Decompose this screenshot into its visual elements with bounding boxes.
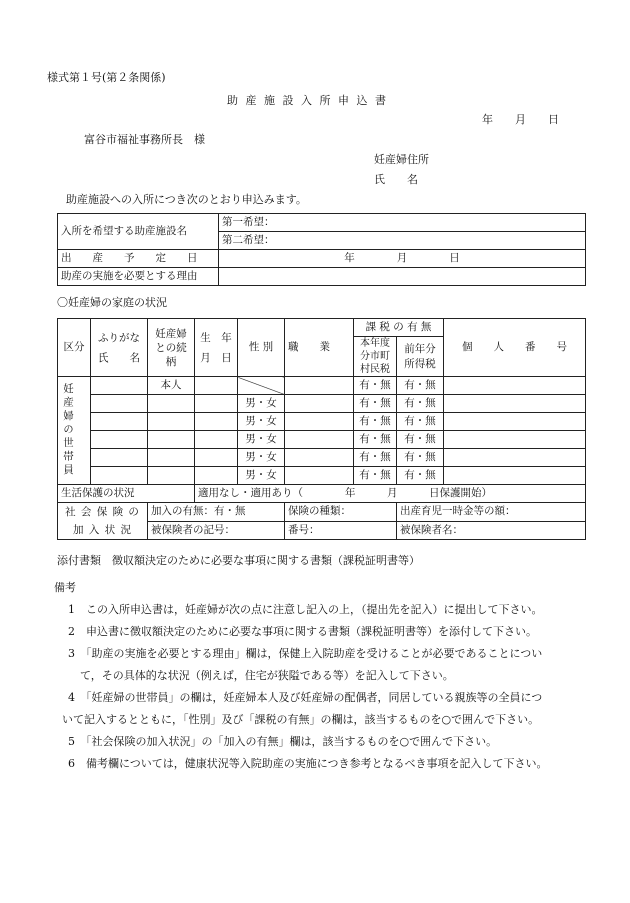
facility-table xyxy=(57,213,586,286)
birth-cell[interactable] xyxy=(195,449,238,467)
form-number: 様式第１号(第２条関係) xyxy=(47,71,166,84)
col-name: 氏 名 xyxy=(98,351,140,364)
relation-cell[interactable] xyxy=(148,467,195,485)
birth-cell[interactable] xyxy=(195,395,238,413)
col-relation: 妊産婦との続柄 xyxy=(148,319,195,377)
tax-income-option[interactable]: 有・無 xyxy=(397,449,444,467)
id-cell[interactable] xyxy=(444,377,586,395)
note-item: 5 「社会保険の加入状況」の「加入の有無」欄は，該当するものを○で囲んで下さい。 xyxy=(68,735,498,748)
job-cell[interactable] xyxy=(285,431,354,449)
household-side-label: 妊産婦の世帯員 xyxy=(58,377,91,485)
col-id: 個 人 番 号 xyxy=(444,319,586,377)
relation-cell[interactable] xyxy=(148,413,195,431)
birth-cell[interactable] xyxy=(195,413,238,431)
name-cell[interactable] xyxy=(91,449,148,467)
col-job: 職 業 xyxy=(285,319,354,377)
intro-text: 助産施設への入所につき次のとおり申込みます。 xyxy=(66,193,307,206)
sex-option[interactable]: 男・女 xyxy=(238,467,285,485)
table-row xyxy=(58,431,586,449)
relation-cell[interactable] xyxy=(148,395,195,413)
name-cell[interactable] xyxy=(91,467,148,485)
note-item: て，その具体的な状況（例えば，住宅が狭隘である等）を記入して下さい。 xyxy=(80,669,454,682)
col-furigana-name xyxy=(91,319,148,377)
insurance-enrolled-field[interactable]: 加入の有無：有・無 xyxy=(148,503,285,522)
tax-income-option[interactable]: 有・無 xyxy=(397,467,444,485)
tax-income-option[interactable]: 有・無 xyxy=(397,377,444,395)
tax-city-option[interactable]: 有・無 xyxy=(354,467,397,485)
attachments-line: 添付書類 徴収額決定のために必要な事項に関する書類（課税証明書等） xyxy=(57,554,420,567)
form-title: 助 産 施 設 入 所 申 込 書 xyxy=(227,94,388,107)
notes-heading: 備考 xyxy=(54,581,76,594)
applicant-name-label: 氏 名 xyxy=(374,173,418,186)
name-cell[interactable] xyxy=(91,431,148,449)
sex-diagonal xyxy=(238,377,285,395)
notes-section xyxy=(54,577,594,775)
tax-city-option[interactable]: 有・無 xyxy=(354,395,397,413)
addressee: 富谷市福祉事務所長 様 xyxy=(84,133,205,146)
due-date-field[interactable]: 年 月 日 xyxy=(219,250,586,268)
note-item: 6 備考欄については，健康状況等入院助産の実施につき参考となるべき事項を記入して下さい。 xyxy=(68,757,548,770)
insurance-label: 社 会 保 険 の加 入 状 況 xyxy=(58,503,148,540)
note-item: 4 「妊産婦の世帯員」の欄は，妊産婦本人及び妊産婦の配偶者，同居している親族等の全員につ xyxy=(68,691,543,704)
second-choice-field[interactable]: 第二希望： xyxy=(219,232,586,250)
job-cell[interactable] xyxy=(285,395,354,413)
col-birth: 生 年月 日 xyxy=(195,319,238,377)
col-furigana: ふりがな xyxy=(98,331,140,344)
col-kubun: 区分 xyxy=(58,319,91,377)
note-item: いて記入するとともに，「性別」及び「課税の有無」の欄は，該当するものを○で囲んで下さい。 xyxy=(62,713,540,726)
note-item: 1 この入所申込書は，妊産婦が次の点に注意し記入の上，（提出先を記入）に提出して下さい。 xyxy=(68,603,543,616)
table-row xyxy=(58,413,586,431)
welfare-field[interactable]: 適用なし・適用あり（ 年 月 日保護開始） xyxy=(195,485,586,503)
col-tax: 課 税 の 有 無 xyxy=(354,319,444,337)
due-date-label: 出 産 予 定 日 xyxy=(58,250,219,268)
insurance-type-field[interactable]: 保険の種類： xyxy=(285,503,397,522)
note-item: 2 申込書に徴収額決定のために必要な事項に関する書類（課税証明書等）を添付して下さい。 xyxy=(68,625,537,638)
id-cell[interactable] xyxy=(444,431,586,449)
col-sex: 性 別 xyxy=(238,319,285,377)
job-cell[interactable] xyxy=(285,413,354,431)
tax-city-option[interactable]: 有・無 xyxy=(354,377,397,395)
facility-label: 入所を希望する助産施設名 xyxy=(58,214,219,250)
sex-option[interactable]: 男・女 xyxy=(238,413,285,431)
sex-option[interactable]: 男・女 xyxy=(238,431,285,449)
name-cell[interactable] xyxy=(91,413,148,431)
birth-cell[interactable] xyxy=(195,467,238,485)
tax-income-option[interactable]: 有・無 xyxy=(397,431,444,449)
col-tax-income: 前年分所得税 xyxy=(397,337,444,377)
insurance-symbol-field[interactable]: 被保険者の記号： xyxy=(148,521,285,540)
tax-city-option[interactable]: 有・無 xyxy=(354,449,397,467)
household-heading: 〇妊産婦の家庭の状況 xyxy=(57,296,167,309)
name-cell[interactable] xyxy=(91,377,148,395)
job-cell[interactable] xyxy=(285,449,354,467)
tax-city-option[interactable]: 有・無 xyxy=(354,431,397,449)
name-cell[interactable] xyxy=(91,395,148,413)
insurance-number-field[interactable]: 番号： xyxy=(285,521,397,540)
tax-income-option[interactable]: 有・無 xyxy=(397,413,444,431)
job-cell[interactable] xyxy=(285,467,354,485)
id-cell[interactable] xyxy=(444,413,586,431)
first-choice-field[interactable]: 第一希望： xyxy=(219,214,586,232)
id-cell[interactable] xyxy=(444,395,586,413)
insurance-holder-field[interactable]: 被保険者名： xyxy=(397,521,586,540)
reason-label: 助産の実施を必要とする理由 xyxy=(58,268,219,286)
reason-field[interactable] xyxy=(219,268,586,286)
self-label: 本人 xyxy=(148,377,195,395)
birth-cell[interactable] xyxy=(195,431,238,449)
insurance-lumpsum-field[interactable]: 出産育児一時金等の額： xyxy=(397,503,586,522)
birth-cell[interactable] xyxy=(195,377,238,395)
note-item: 3 「助産の実施を必要とする理由」欄は，保健上入院助産を受けることが必要であることについ xyxy=(68,647,543,660)
tax-city-option[interactable]: 有・無 xyxy=(354,413,397,431)
household-table xyxy=(57,318,586,540)
job-cell[interactable] xyxy=(285,377,354,395)
table-row xyxy=(58,377,586,395)
id-cell[interactable] xyxy=(444,467,586,485)
col-tax-city: 本年度分市町村民税 xyxy=(354,337,397,377)
relation-cell[interactable] xyxy=(148,431,195,449)
table-row xyxy=(58,449,586,467)
date-line: 年 月 日 xyxy=(482,113,559,126)
relation-cell[interactable] xyxy=(148,449,195,467)
tax-income-option[interactable]: 有・無 xyxy=(397,395,444,413)
welfare-label: 生活保護の状況 xyxy=(58,485,195,503)
sex-option[interactable]: 男・女 xyxy=(238,449,285,467)
sex-option[interactable]: 男・女 xyxy=(238,395,285,413)
table-row xyxy=(58,395,586,413)
applicant-address-label: 妊産婦住所 xyxy=(374,153,429,166)
table-row xyxy=(58,467,586,485)
id-cell[interactable] xyxy=(444,449,586,467)
